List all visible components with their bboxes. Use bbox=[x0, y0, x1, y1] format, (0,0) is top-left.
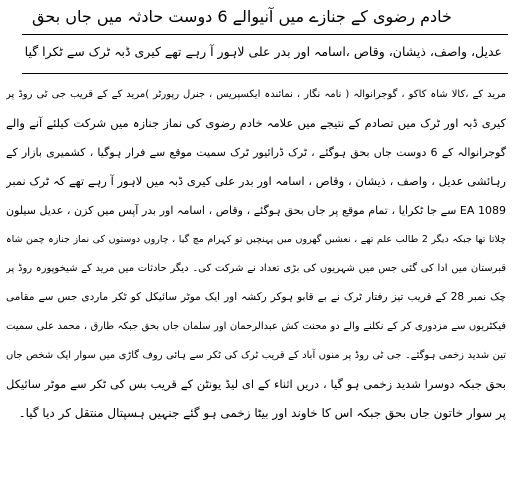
subhead-divider bbox=[22, 73, 508, 74]
body-line: پر سوار خاتون جاں بحق جبکہ اس کا خاوند اور بیٹا زخمی ہو گئے جنہیں ہسپتال منتقل کر دیا گیا۔ bbox=[18, 406, 506, 420]
body-line: رہائشی عدیل ، واصف ، ذیشان ، وقاص ، اسامہ اور بدر علی کیری ڈبہ میں لاہور آ رہے تھے کہ ٹرک نمبر bbox=[6, 174, 506, 188]
article-headline: خادم رضوی کے جنازے میں آنیوالے 6 دوست حادثہ میں جاں بحق bbox=[32, 7, 452, 26]
body-line: مرید کے ،کالا شاہ کاکو ، گوجرانوالہ ( نامہ نگار ، نمائندہ ایکسپریس ، جنرل رپورٹر )مرید کے کے قریب جی ٹی روڈ پر bbox=[6, 89, 506, 100]
headline-divider bbox=[22, 34, 508, 35]
body-line: EA 1089 سے جا ٹکرایا ، تمام موقع پر جاں بحق ہوگئے ، وقاص ، اسامہ اور بدر آپس میں کزن ، عدیل سیلون bbox=[6, 204, 506, 217]
body-line: بحق جبکہ دوسرا شدید زخمی ہو گیا ، دریں اثناء کے ای لیڈ یونٹن کے قریب بس کی ٹکر سے موٹر سائیکل bbox=[6, 377, 506, 391]
body-line: چک نمبر 28 کے قریب تیز رفتار ٹرک نے بے قابو ہوکر رکشہ اور ایک موٹر سائیکل کو ٹکر ماردی جس سے مقامی bbox=[6, 291, 506, 303]
body-line: چلاتا تھا جبکہ دیگر 2 طالب علم تھے ، نعشیں گھروں میں پہنچیں تو کہرام مچ گیا ، چاروں دوستوں کی نماز جنازہ چمن شاہ bbox=[6, 234, 506, 245]
body-line: کیری ڈبہ اور ٹرک میں تصادم کے نتیجے میں علامہ خادم رضوی کی نماز جنازہ میں شرکت کیلئے آنے والے bbox=[6, 116, 506, 130]
article-body bbox=[6, 80, 506, 428]
body-line: تین شدید زخمی ہوگئے۔ جی ٹی روڈ پر منوں آباد کے قریب ٹرک کی ٹکر سے ہائی روف گاڑی میں سوار ایک شخص جاں bbox=[6, 350, 506, 361]
body-line: فیکٹریوں سے مزدوری کر کے نکلنے والے دو محنت کش عبدالرحمان اور سلمان جاں بحق جبکہ طارق ، محمد علی سمیت bbox=[6, 321, 506, 332]
body-line: گوجرانوالہ کے 6 دوست جاں بحق ہوگئے ، ٹرک ڈرائیور ٹرک سمیت موقع سے فرار ہوگیا ، کشمیری بازار کے bbox=[6, 146, 506, 159]
body-line: قبرستان میں ادا کی گئی جس میں شہریوں کی بڑی تعداد نے شرکت کی۔ دیگر حادثات میں مرید کے شیخوپورہ روڈ پر bbox=[6, 263, 506, 274]
article-subheadline: عدیل، واصف، ذیشان، وقاص ،اسامہ اور بدر علی لاہور آ رہے تھے کیری ڈبہ ٹرک سے ٹکرا گیا bbox=[24, 44, 502, 59]
